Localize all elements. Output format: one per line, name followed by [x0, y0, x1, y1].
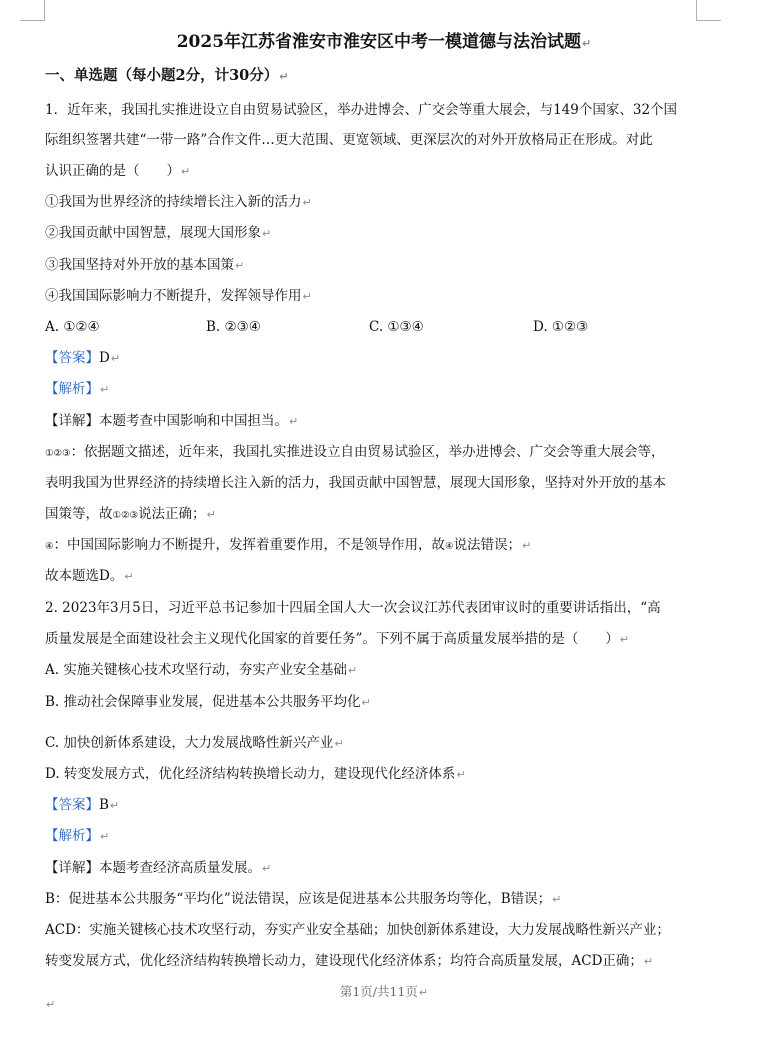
q1-stem-line-3: 认识正确的是（ ）↵ [45, 163, 191, 179]
page-footer: 第1页/共11页↵ [339, 984, 429, 999]
q1-stem-line-2: 际组织签署共建“一带一路”合作文件…更大范围、更宽领域、更深层次的对外开放格局正在形成。对此 [45, 132, 653, 148]
q1-answer: 【答案】D↵ [45, 350, 121, 366]
q2-explain-line-3: 转变发展方式，优化经济结构转换增长动力，建设现代化经济体系；均符合高质量发展，ACD正确；↵ [45, 953, 654, 969]
q1-explain-line-3: 国策等，故①②③说法正确；↵ [45, 506, 216, 522]
q1-option-d: D. ①②③ [533, 319, 589, 335]
q2-stem-line-1: 2. 2023年3月5日，习近平总书记参加十四届全国人大一次会议江苏代表团审议时的重要讲话指出，“高 [45, 600, 661, 616]
page-title: 2025年江苏省淮安市淮安区中考一模道德与法治试题↵ [176, 32, 592, 52]
q2-stem-line-2: 质量发展是全面建设社会主义现代化国家的首要任务”。下列不属于高质量发展举措的是（ ）↵ [45, 631, 630, 647]
q2-option-c: C. 加快创新体系建设，大力发展战略性新兴产业↵ [45, 735, 344, 751]
q1-option-c: C. ①③④ [369, 319, 424, 335]
q1-explain-line-2: 表明我国为世界经济的持续增长注入新的活力，我国贡献中国智慧，展现大国形象，坚持对外开放的基本 [45, 475, 666, 491]
detail-tag: 【详解】 [45, 413, 99, 429]
answer-tag: 【答案】 [45, 797, 99, 813]
q1-detail: 【详解】本题考查中国影响和中国担当。↵ [45, 413, 299, 429]
q2-analysis: 【解析】↵ [45, 828, 110, 844]
q1-statement-3: ③我国坚持对外开放的基本国策↵ [45, 257, 245, 273]
q1-option-a: A. ①②④ [45, 319, 100, 335]
q1-wrong-line: ④：中国国际影响力不断提升，发挥着重要作用，不是领导作用，故④说法错误；↵ [45, 537, 532, 553]
q1-analysis: 【解析】↵ [45, 381, 110, 397]
analysis-tag: 【解析】 [45, 381, 99, 397]
q2-option-d: D. 转变发展方式，优化经济结构转换增长动力，建设现代化经济体系↵ [45, 766, 466, 782]
q1-conclusion: 故本题选D。↵ [45, 568, 134, 584]
q1-statement-2: ②我国贡献中国智慧，展现大国形象↵ [45, 225, 272, 241]
q1-option-b: B. ②③④ [206, 319, 261, 335]
answer-tag: 【答案】 [45, 350, 99, 366]
q2-detail: 【详解】本题考查经济高质量发展。↵ [45, 860, 272, 876]
q1-statement-1: ①我国为世界经济的持续增长注入新的活力↵ [45, 194, 312, 210]
q2-explain-line-2: ACD：实施关键核心技术攻坚行动，夯实产业安全基础；加快创新体系建设，大力发展战略性新兴产业； [45, 922, 670, 938]
q1-stem-line-1: 1．近年来，我国扎实推进设立自由贸易试验区，举办进博会、广交会等重大展会，与149个国家、32个国 [45, 102, 678, 118]
q2-option-a: A. 实施关键核心技术攻坚行动，夯实产业安全基础↵ [45, 662, 358, 678]
q2-explain-line-1: B：促进基本公共服务“平均化”说法错误，应该是促进基本公共服务均等化，B错误；↵ [45, 891, 562, 907]
paragraph-mark: ↵ [46, 998, 56, 1011]
crop-mark-top-left [20, 0, 45, 21]
analysis-tag: 【解析】 [45, 828, 99, 844]
q1-statement-4: ④我国国际影响力不断提升，发挥领导作用↵ [45, 288, 312, 304]
q1-explain-line-1: ①②③：依据题文描述，近年来，我国扎实推进设立自由贸易试验区，举办进博会、广交会等重大展会等， [45, 444, 665, 460]
q2-answer: 【答案】B↵ [45, 797, 120, 813]
section-heading: 一、单选题（每小题2分，计30分）↵ [45, 67, 289, 84]
q2-option-b: B. 推动社会保障事业发展，促进基本公共服务平均化↵ [45, 694, 371, 710]
detail-tag: 【详解】 [45, 860, 99, 876]
q1-options-row [45, 317, 725, 337]
crop-mark-top-right [696, 0, 721, 21]
